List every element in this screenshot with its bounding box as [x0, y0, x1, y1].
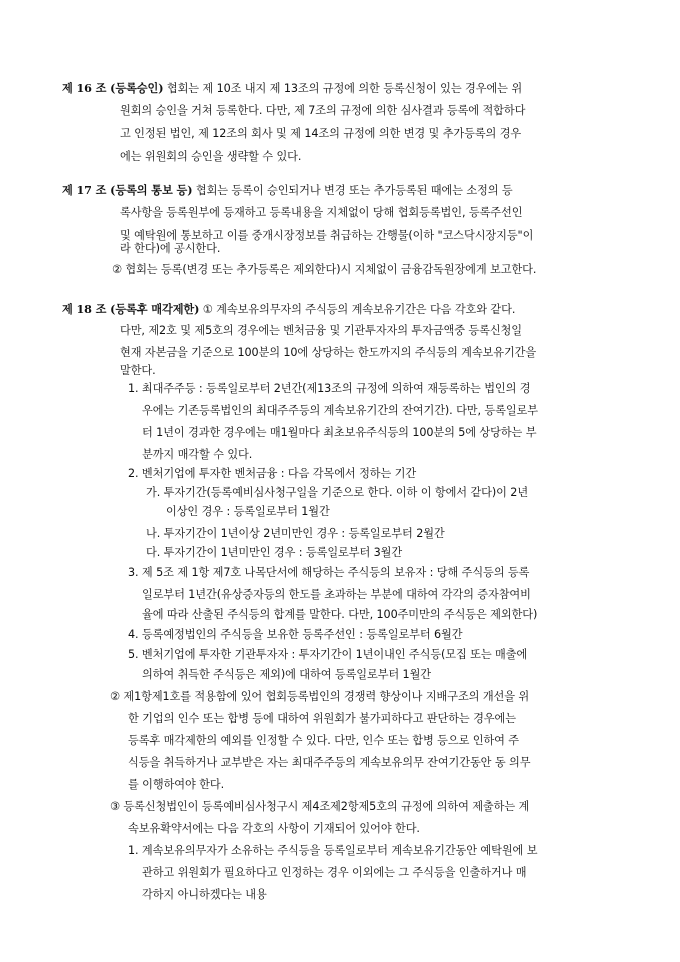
article-17-line-2: 록사항을 등록원부에 등재하고 등록내용을 지체없이 당해 협회등록법인, 등록주선인: [120, 206, 523, 219]
article-18-line-4: 말한다.: [120, 364, 156, 377]
article-16-line-2: 원회의 승인을 거쳐 등록한다. 다만, 제 7조의 규정에 의한 심사결과 등록에 적합하다: [120, 104, 526, 117]
article-18-para-2-line-4: 식등을 취득하거나 교부받은 자는 최대주주등의 계속보유의무 잔여기간동안 동 의무: [128, 756, 531, 769]
article-18-para-3-line-1: ③ 등록신청법인이 등록예비심사청구시 제4조제2항제5호의 규정에 의하여 제출하는 계: [110, 800, 530, 813]
article-16-heading: 제 16 조 (등록승인): [62, 81, 164, 95]
article-17-line-3: 및 예탁원에 통보하고 이를 중개시장정보를 취급하는 간행물(이하 "코스닥시장지등"이: [120, 229, 534, 242]
article-18-para-2-line-2: 한 기업의 인수 또는 합병 등에 대하여 위원회가 불가피하다고 판단하는 경우에는: [128, 712, 516, 725]
article-18-para-3-item-1-line-3: 각하지 아니하겠다는 내용: [142, 888, 267, 901]
article-18-item-2-na: 나. 투자기간이 1년이상 2년미만인 경우 : 등록일로부터 2월간: [146, 527, 445, 540]
article-18-item-3-line-2: 일로부터 1년간(유상증자등의 한도를 초과하는 부분에 대하여 각각의 증자참여비: [142, 588, 531, 601]
article-18-item-2: 2. 벤처기업에 투자한 벤처금융 : 다음 각목에서 정하는 기간: [128, 467, 417, 480]
article-18-heading: 제 18 조 (등록후 매각제한): [62, 302, 200, 316]
article-17-para-2: ② 협회는 등록(변경 또는 추가등록은 제외한다)시 지체없이 금융감독원장에게 보고한다.: [112, 263, 537, 276]
article-18-item-2-da: 다. 투자기간이 1년미만인 경우 : 등록일로부터 3월간: [146, 546, 403, 559]
article-18-para-2-line-3: 등록후 매각제한의 예외를 인정할 수 있다. 다만, 인수 또는 합병 등으로 인하여 주: [128, 734, 520, 747]
article-18-item-3-line-3: 율에 따라 산출된 주식등의 합계를 말한다. 다만, 100주미만의 주식등은 제외한다): [142, 608, 538, 621]
article-18-item-5-line-2: 의하여 취득한 주식등은 제외)에 대하여 등록일로부터 1월간: [142, 668, 431, 681]
article-17-heading: 제 17 조 (등록의 통보 등): [62, 183, 193, 197]
article-18-item-1-line-4: 분까지 매각할 수 있다.: [142, 448, 253, 461]
article-17-line-4: 라 한다)에 공시한다.: [120, 242, 221, 255]
article-18-line-1: 제 18 조 (등록후 매각제한) ① 계속보유의무자의 주식등의 계속보유기간은 다음 각호와 같다.: [62, 302, 516, 316]
article-16-line-3: 고 인정된 법인, 제 12조의 회사 및 제 14조의 규정에 의한 변경 및 추가등록의 경우: [120, 127, 522, 140]
article-18-line-3: 현재 자본금을 기준으로 100분의 10에 상당하는 한도까지의 주식등의 계속보유기간을: [120, 346, 537, 359]
article-18-item-5-line-1: 5. 벤처기업에 투자한 기관투자자 : 투자기간이 1년이내인 주식등(모집 또는 매출에: [128, 648, 528, 661]
article-18-item-4: 4. 등록예정법인의 주식등을 보유한 등록주선인 : 등록일로부터 6월간: [128, 628, 463, 641]
article-18-para-3-item-1-line-1: 1. 계속보유의무자가 소유하는 주식등을 등록일로부터 계속보유기간동안 예탁원에 보: [128, 844, 538, 857]
article-17-line-1: 제 17 조 (등록의 통보 등) 협회는 등록이 승인되거나 변경 또는 추가등록된 때에는 소정의 등: [62, 183, 513, 197]
article-16-line-4: 에는 위원회의 승인을 생략할 수 있다.: [120, 150, 302, 163]
article-16-line-1: 제 16 조 (등록승인) 협회는 제 10조 내지 제 13조의 규정에 의한 등록신청이 있는 경우에는 위: [62, 81, 523, 95]
article-18-item-1-line-2: 우에는 기존등록법인의 최대주주등의 계속보유기간의 잔여기간). 다만, 등록일로부: [142, 404, 538, 417]
article-18-item-2-ga-line-1: 가. 투자기간(등록예비심사청구일을 기준으로 한다. 이하 이 항에서 같다)이 2년: [146, 486, 529, 499]
article-18-para-3-item-1-line-2: 관하고 위원회가 필요하다고 인정하는 경우 이외에는 그 주식등을 인출하거나 매: [142, 866, 527, 879]
article-18-line-2: 다만, 제2호 및 제5호의 경우에는 벤처금융 및 기관투자자의 투자금액중 등록신청일: [120, 324, 522, 337]
article-18-para-2-line-5: 를 이행하여야 한다.: [128, 778, 225, 791]
article-18-para-2-line-1: ② 제1항제1호를 적용함에 있어 협회등록법인의 경쟁력 향상이나 지배구조의 개선을 위: [110, 690, 530, 703]
article-18-item-2-ga-line-2: 이상인 경우 : 등록일로부터 1월간: [166, 505, 330, 518]
article-18-item-3-line-1: 3. 제 5조 제 1항 제7호 나목단서에 해당하는 주식등의 보유자 : 당해 주식등의 등록: [128, 566, 530, 579]
article-18-item-1-line-3: 터 1년이 경과한 경우에는 매1월마다 최초보유주식등의 100분의 5에 상당하는 부: [142, 426, 537, 439]
article-18-item-1-line-1: 1. 최대주주등 : 등록일로부터 2년간(제13조의 규정에 의하여 재등록하는 법인의 경: [128, 382, 531, 395]
article-18-para-3-line-2: 속보유확약서에는 다음 각호의 사항이 기재되어 있어야 한다.: [128, 822, 420, 835]
